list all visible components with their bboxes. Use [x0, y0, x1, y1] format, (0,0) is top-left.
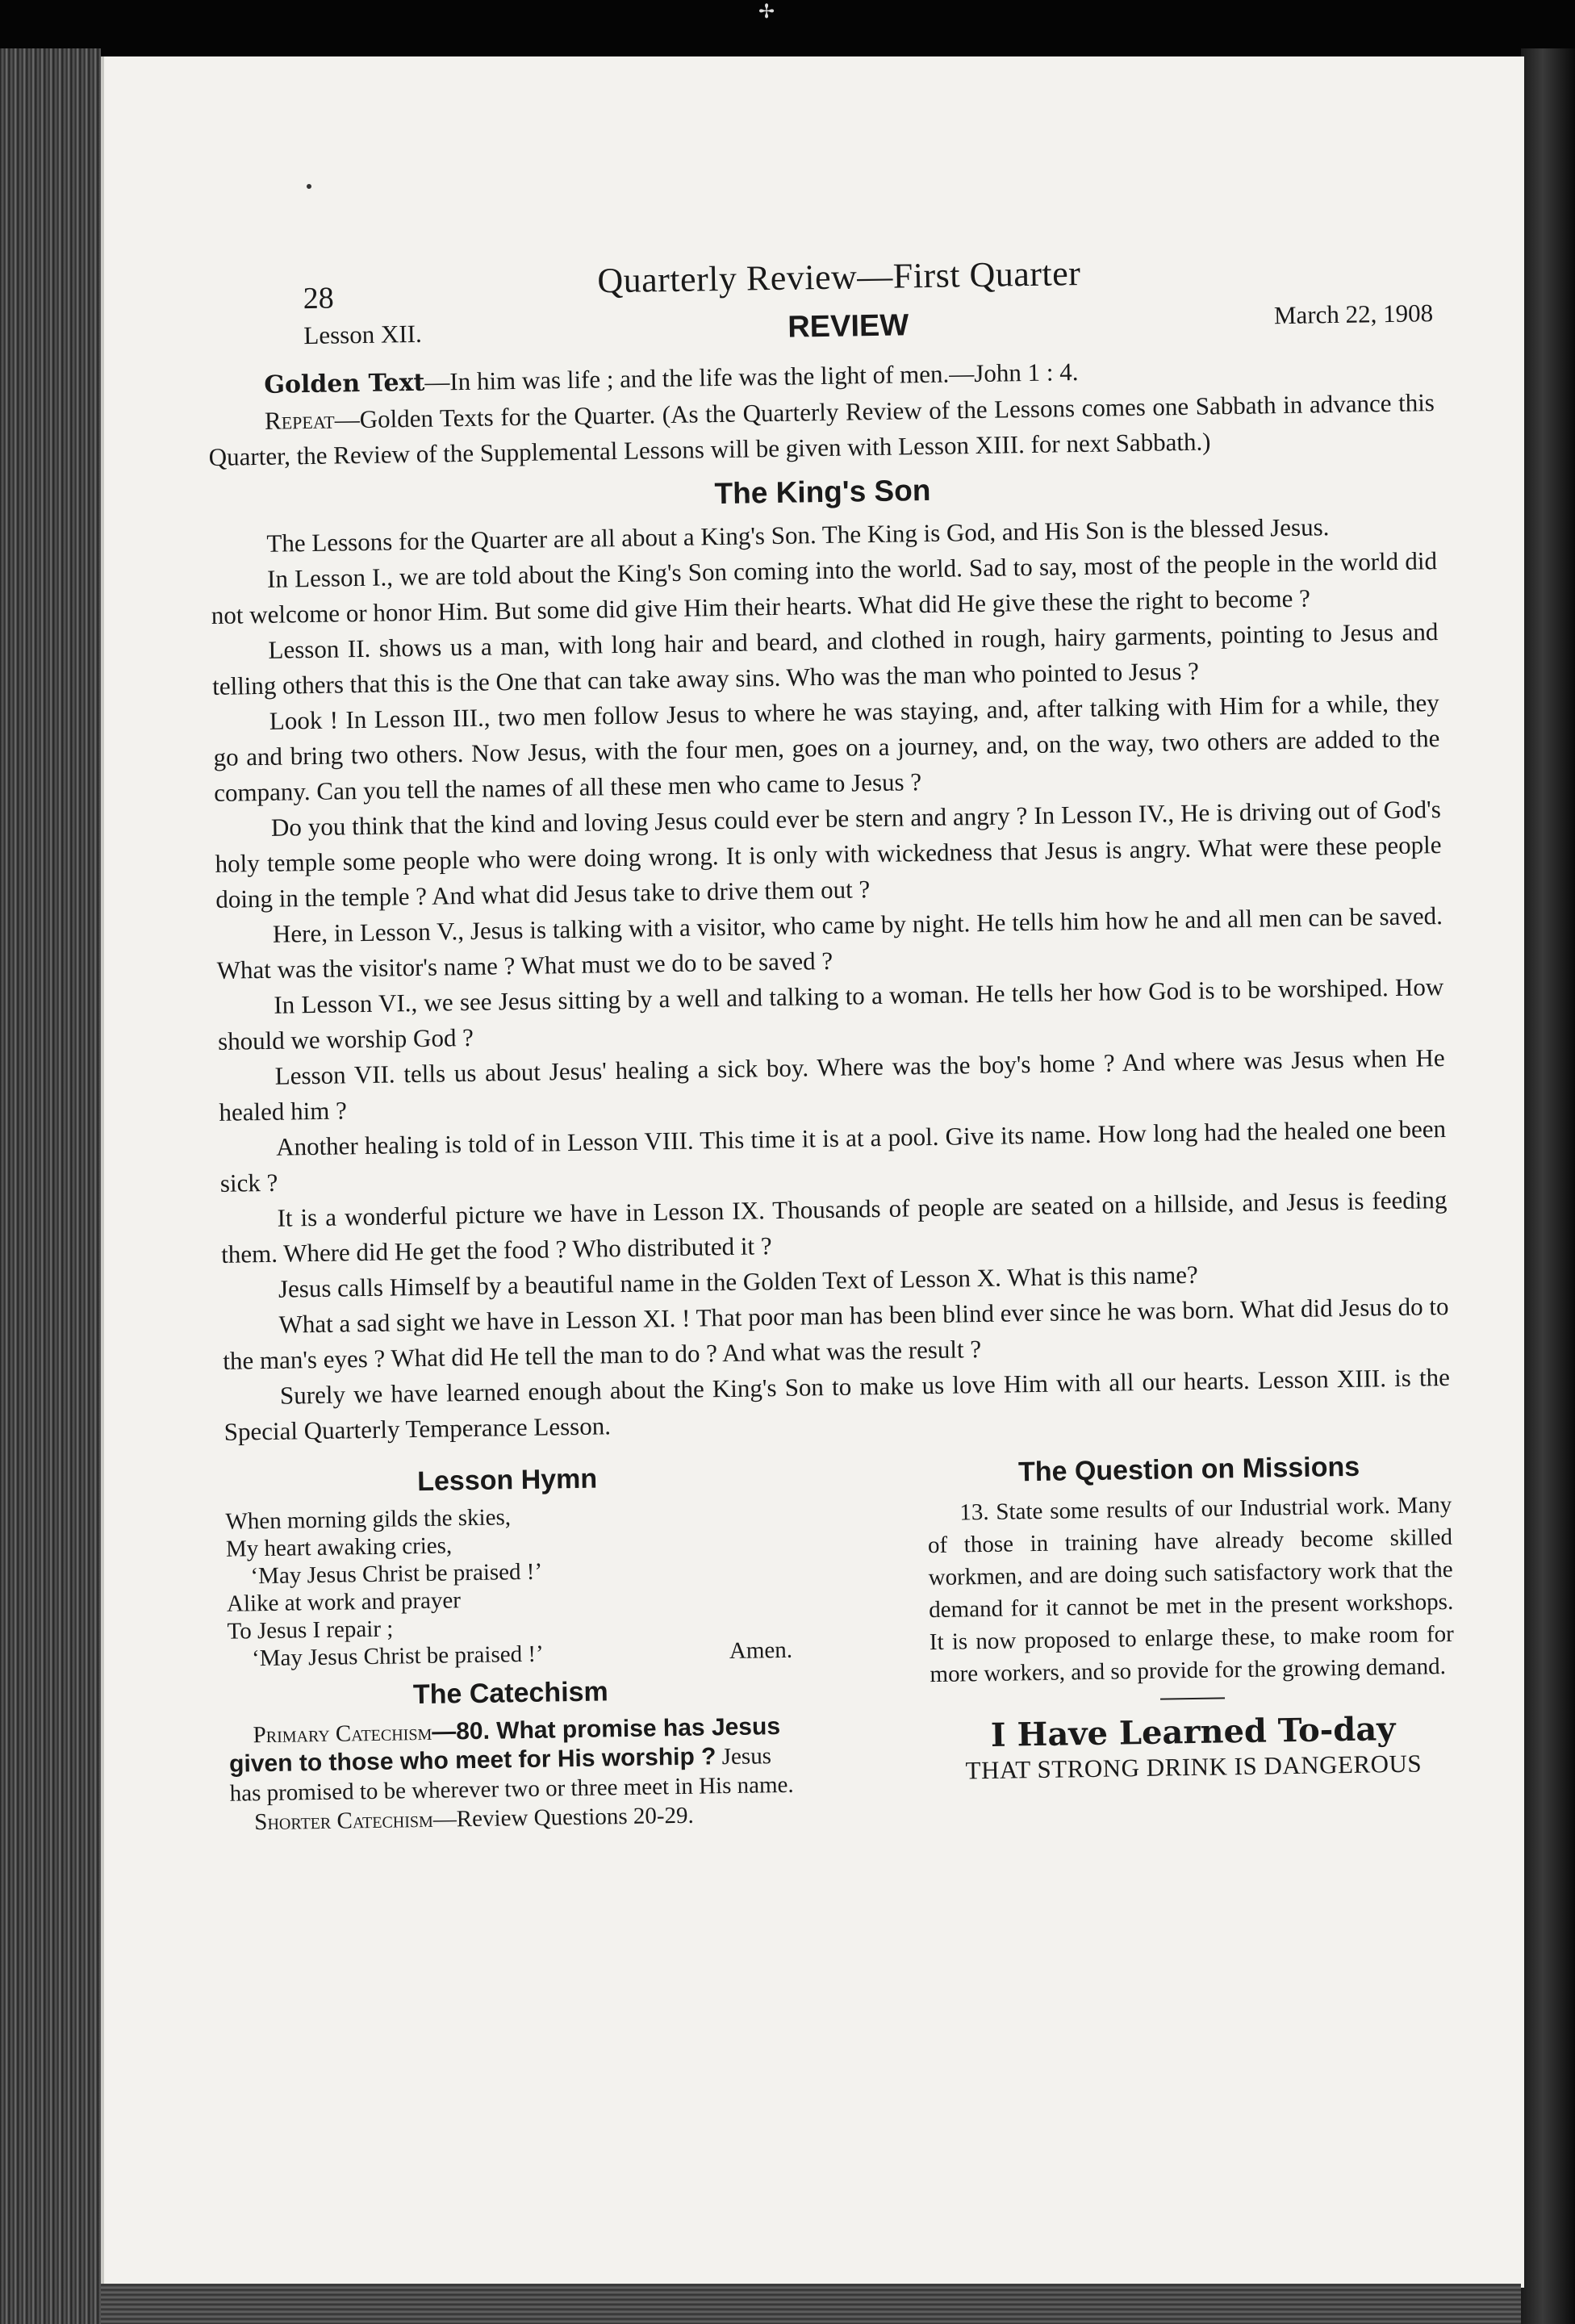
book-bottom-edges: [101, 2284, 1521, 2324]
facing-page-edge: [1521, 48, 1575, 2324]
paragraph: Lesson II. shows us a man, with long hair and beard, and clothed in rough, hairy garments, pointing to Jesus and telling others that this is the One that can take away sins. Who was the man who pointed to Jesus ?: [211, 617, 1439, 700]
golden-text-label: Golden Text: [264, 368, 425, 399]
lesson-number: Lesson XII.: [303, 319, 422, 350]
binding-mark: ✢: [758, 0, 775, 23]
running-title: Quarterly Review—First Quarter: [596, 253, 1081, 301]
primary-catechism-question: —80. What promise has Jesus given to those who meet for His worship ?: [228, 1713, 781, 1778]
page-number: 28: [303, 281, 334, 316]
scan-top-border: [0, 0, 1575, 65]
paragraph: Do you think that the kind and loving Jesus could ever be stern and angry ? In Lesson IV., He is driving out of God's holy temple some people who were doing wrong. It is only with wickedness that Jesus is angry. What were these people doing in the temple ? And what did Jesus take to drive them out ?: [215, 795, 1442, 913]
hymn-line: Alike at work and prayer: [226, 1587, 462, 1617]
book-page-edges: [0, 48, 101, 2324]
shorter-catechism-label: Shorter Catechism: [254, 1806, 434, 1836]
missions-text: 13. State some results of our Industrial work. Many of those in training have already become skilled workmen, and are doing such satisfactory work that the demand for it cannot be met in the present workshops. It is now proposed to enlarge these, to make room for more workers, and so provide for the growing demand.: [927, 1491, 1455, 1688]
paragraph: The Lessons for the Quarter are all about a King's Son. The King is God, and His Son is the blessed Jesus.: [266, 512, 1330, 558]
repeat-text: —Golden Texts for the Quarter. (As the Quarterly Review of the Lessons comes one Sabbath in advance this Quarter, the Review of the Supplemental Lessons will be given with Lesson XIII. for next Sabbath.): [208, 388, 1435, 471]
golden-text-body: —In him was life ; and the life was the light of men.—John 1 : 4.: [424, 357, 1079, 396]
hymn-line: ‘May Jesus Christ be praised !’: [250, 1558, 543, 1590]
primary-catechism-answer: Jesus has promised to be wherever two or three meet in His name.: [229, 1743, 794, 1807]
kings-son-heading: The King's Son: [714, 473, 931, 511]
paragraph: Look ! In Lesson III., two men follow Jesus to where he was staying, and, after talking with Him for a while, they go and bring two others. Now Jesus, with the four men, goes on a journey, and, on the way, two others are added to the company. Can you tell the names of all these men who came to Jesus ?: [213, 688, 1440, 807]
paragraph: Another healing is told of in Lesson VIII. This time it is at a pool. Give its name. How long had the healed one been sick ?: [219, 1114, 1447, 1198]
paragraph: Here, in Lesson V., Jesus is talking with a visitor, who came by night. He tells him how he and all men can be saved. What was the visitor's name ? What must we do to be saved ?: [216, 901, 1443, 984]
paragraph: Lesson VII. tells us about Jesus' healing a sick boy. Where was the boy's home ? And where was Jesus when He healed him ?: [219, 1043, 1445, 1126]
shorter-catechism-text: —Review Questions 20-29.: [432, 1802, 695, 1833]
dust-speck: [307, 184, 311, 189]
hymn-line: When morning gilds the skies,: [225, 1504, 512, 1535]
hymn-line: ‘May Jesus Christ be praised !’: [251, 1641, 544, 1672]
missions-heading: The Question on Missions: [1017, 1451, 1360, 1488]
paragraph: It is a wonderful picture we have in Lesson IX. Thousands of people are seated on a hillside, and Jesus is feeding them. Where did He get the food ? Who distributed it ?: [220, 1185, 1448, 1269]
hymn-heading: Lesson Hymn: [416, 1463, 598, 1498]
lesson-date: March 22, 1908: [1273, 299, 1434, 330]
two-column-section: [224, 1440, 1456, 1837]
catechism-heading: The Catechism: [412, 1676, 609, 1711]
right-column: [926, 1440, 1456, 1826]
learned-today-heading: I Have Learned To-day: [990, 1710, 1396, 1754]
paragraph: In Lesson I., we are told about the King's Son coming into the world. Sad to say, most of the people in the world did not welcome or honor Him. But some did give Him their hearts. What did He give these the right to become ?: [211, 546, 1438, 629]
left-column: [224, 1451, 795, 1837]
paragraph: Surely we have learned enough about the King's Son to make us love Him with all our hearts. Lesson XIII. is the Special Quarterly Temperance Lesson.: [224, 1362, 1451, 1446]
paragraph: What a sad sight we have in Lesson XI. ! That poor man has been blind ever since he was born. What did Jesus do to the man's eyes ? What did He tell the man to do ? And what was the result ?: [223, 1291, 1449, 1375]
page-content: [206, 247, 1456, 1837]
hymn-line: To Jesus I repair ;: [227, 1616, 394, 1645]
paragraph: In Lesson VI., we see Jesus sitting by a well and talking to a woman. He tells her how God is to be worshiped. How should we worship God ?: [217, 972, 1444, 1055]
hymn-verse: [225, 1499, 792, 1673]
hymn-line: My heart awaking cries,: [225, 1532, 453, 1562]
lesson-title: REVIEW: [787, 308, 909, 345]
divider: [1160, 1697, 1225, 1699]
paragraph: Jesus calls Himself by a beautiful name in the Golden Text of Lesson X. What is this name?: [278, 1260, 1199, 1303]
learned-today-text: THAT STRONG DRINK IS DANGEROUS: [965, 1749, 1423, 1785]
repeat-label: Repeat: [264, 405, 335, 435]
primary-catechism-label: Primary Catechism: [253, 1719, 432, 1749]
hymn-amen: Amen.: [729, 1636, 793, 1665]
primary-catechism: [228, 1712, 795, 1808]
